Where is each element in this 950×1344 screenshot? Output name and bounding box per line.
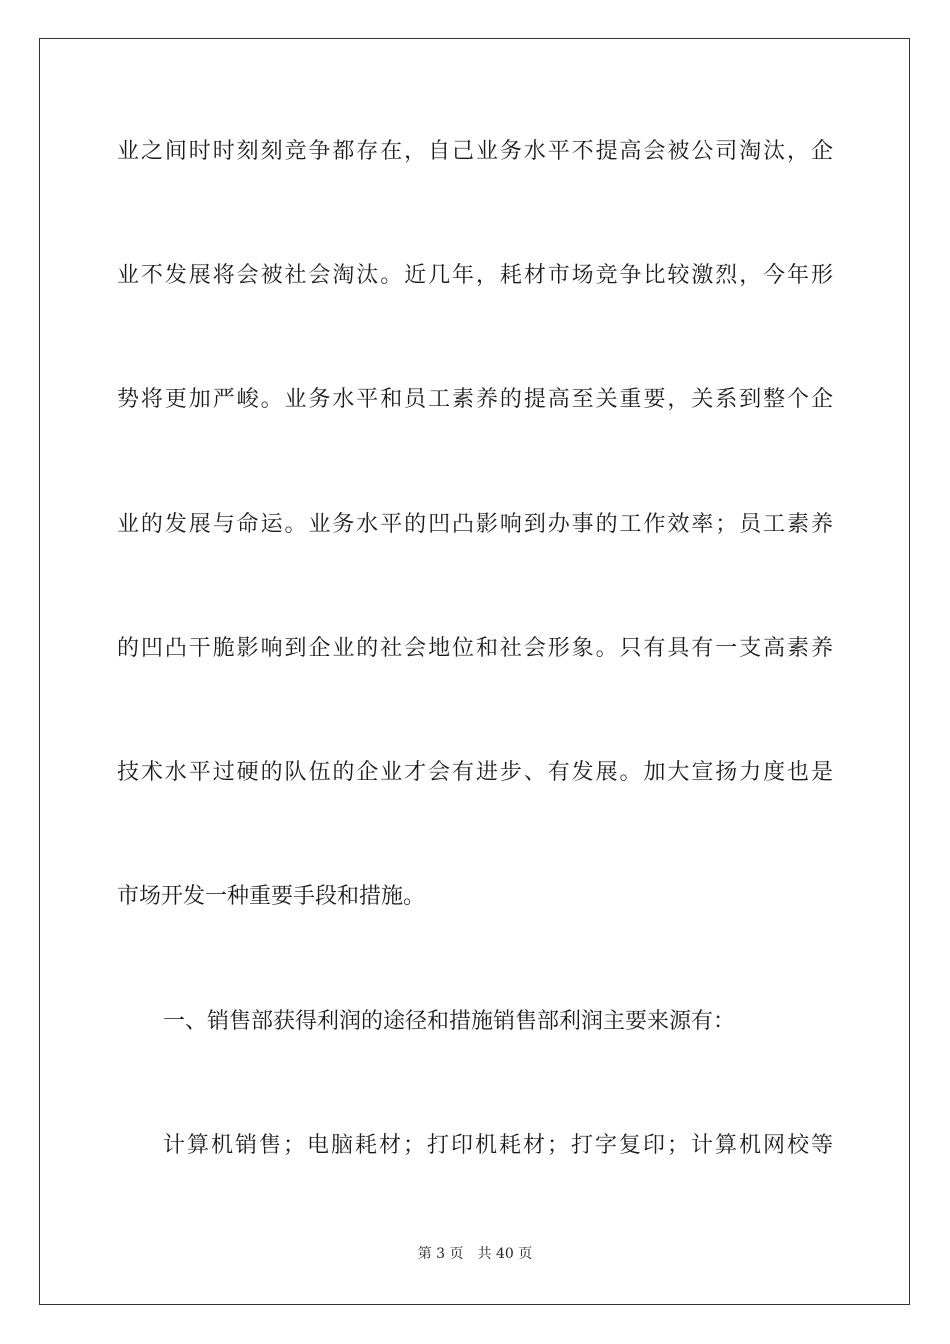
revenue-sources-line: 计算机销售；电脑耗材；打印机耗材；打字复印；计算机网校等 bbox=[163, 1133, 833, 1158]
page-footer bbox=[0, 1244, 950, 1264]
body-line-4: 业的发展与命运。业务水平的凹凸影响到办事的工作效率；员工素养 bbox=[117, 512, 833, 537]
body-line-5: 的凹凸干脆影响到企业的社会地位和社会形象。只有具有一支高素养 bbox=[117, 636, 833, 661]
body-line-6: 技术水平过硬的队伍的企业才会有进步、有发展。加大宣扬力度也是 bbox=[117, 760, 833, 785]
page-total: 共 40 页 bbox=[477, 1246, 533, 1262]
body-line-7: 市场开发一种重要手段和措施。 bbox=[117, 884, 426, 909]
body-line-1: 业之间时时刻刻竞争都存在，自己业务水平不提高会被公司淘汰，企 bbox=[117, 139, 833, 164]
body-line-2: 业不发展将会被社会淘汰。近几年，耗材市场竞争比较激烈，今年形 bbox=[117, 263, 833, 288]
page-number: 第 3 页 bbox=[417, 1246, 464, 1262]
body-line-3: 势将更加严峻。业务水平和员工素养的提高至关重要，关系到整个企 bbox=[117, 387, 833, 412]
section-heading: 一、销售部获得利润的途径和措施销售部利润主要来源有： bbox=[163, 1009, 736, 1034]
page-border bbox=[39, 38, 910, 1305]
